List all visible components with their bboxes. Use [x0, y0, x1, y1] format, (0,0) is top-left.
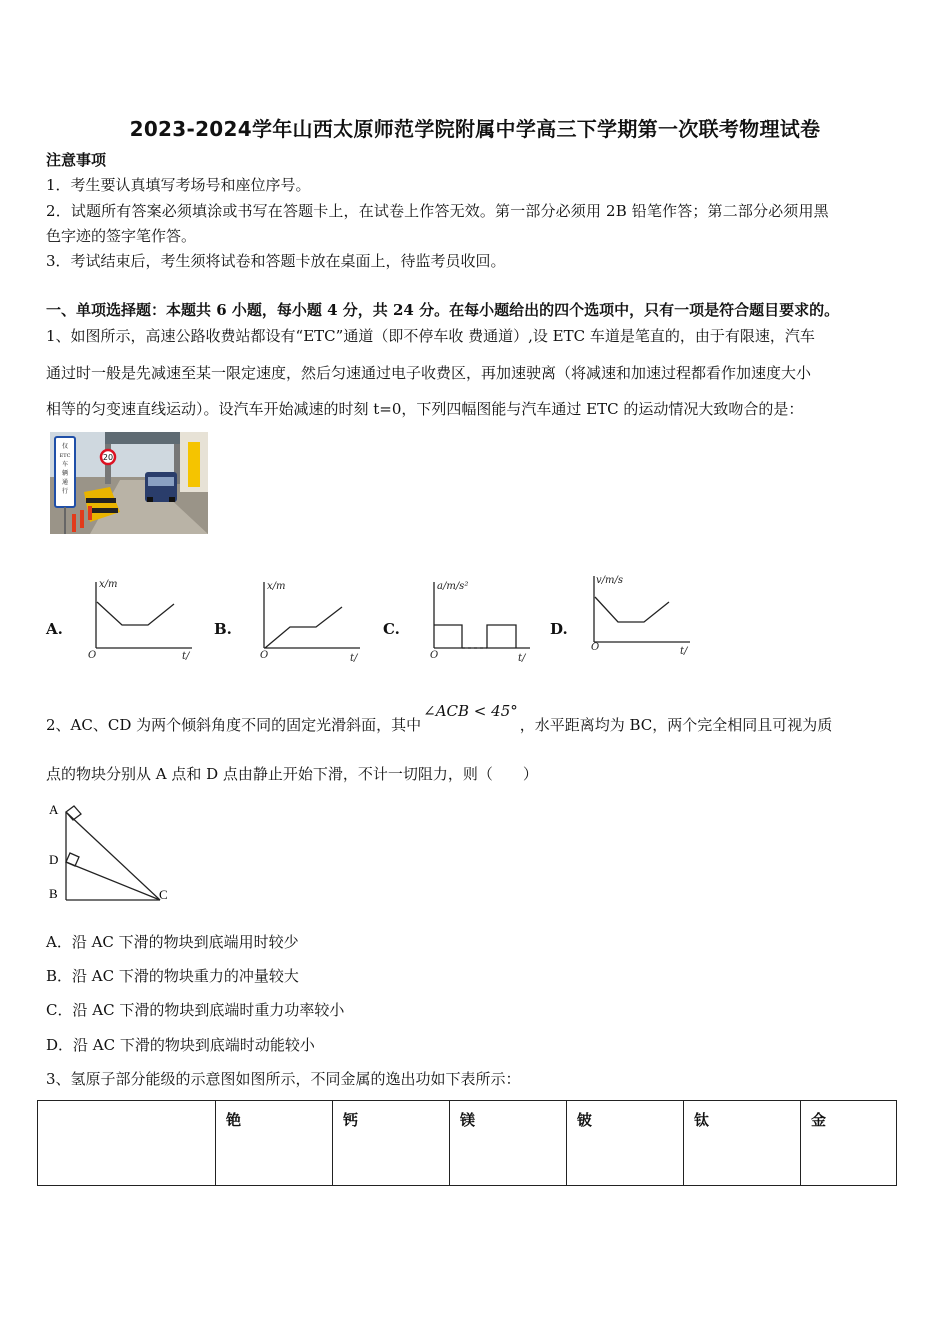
origin-label: O — [591, 642, 600, 653]
q1-option-c-graph — [424, 578, 536, 662]
block-on-ac — [66, 806, 81, 820]
point-d-label: D — [49, 852, 59, 867]
incline-ac — [66, 812, 160, 900]
q2-option-a: A．沿 AC 下滑的物块到底端用时较少 — [46, 933, 299, 951]
angle-expression: ∠ACB < 45° — [423, 702, 518, 720]
origin-label: O — [88, 650, 97, 661]
sign-char-5: 通 — [61, 479, 69, 486]
table-row — [38, 1101, 897, 1186]
point-a-label: A — [49, 802, 59, 817]
q1-stem-line-3: 相等的匀变速直线运动）。设汽车开始减速的时刻 t=0，下列四幅图能与汽车通过 ETC 的运动情况大致吻合的是： — [46, 400, 804, 418]
graph-curve-2 — [487, 625, 516, 648]
q2-option-c: C．沿 AC 下滑的物块到底端时重力功率较小 — [46, 1001, 345, 1019]
incline-diagram — [44, 800, 174, 904]
y-axis-label: v/m/s — [596, 575, 624, 586]
work-function-table — [37, 1100, 897, 1186]
y-axis-label: x/m — [99, 579, 118, 590]
q2-option-d: D．沿 AC 下滑的物块到底端时动能较小 — [46, 1036, 315, 1054]
graph-curve — [265, 607, 342, 648]
q2-stem-pre: 2、AC、CD 为两个倾斜角度不同的固定光滑斜面，其中 — [46, 716, 422, 734]
sign-char-3: 车 — [61, 461, 69, 468]
notice-item-2: 2．试题所有答案必须填涂或书写在答题卡上，在试卷上作答无效。第一部分必须用 2B 铅笔作答；第二部分必须用黑 — [46, 202, 829, 220]
sign-char-1: 仅 — [61, 443, 69, 450]
q3-stem: 3、氢原子部分能级的示意图如图所示，不同金属的逸出功如下表所示： — [46, 1070, 521, 1088]
notice-item-1: 1．考生要认真填写考场号和座位序号。 — [46, 176, 311, 194]
etc-photo — [50, 432, 208, 534]
sign-char-6: 行 — [61, 488, 69, 495]
x-axis-label: t/ — [182, 651, 190, 662]
q1-option-b-label: B. — [214, 620, 232, 638]
point-c-label: C — [159, 887, 168, 902]
graph-curve-1 — [434, 625, 462, 648]
table-header-gold: 金 — [801, 1101, 897, 1186]
table-header-cesium: 铯 — [216, 1101, 333, 1186]
y-axis-label: a/m/s² — [437, 581, 469, 592]
table-header-titanium: 钛 — [684, 1101, 801, 1186]
x-axis-label: t/ — [680, 646, 688, 656]
graph-curve — [97, 602, 174, 625]
q1-option-d-graph — [584, 572, 696, 656]
sign-char-4: 辆 — [61, 470, 69, 477]
origin-label: O — [430, 650, 439, 661]
q2-stem-line-2: 点的物块分别从 A 点和 D 点由静止开始下滑，不计一切阻力，则（ ） — [46, 765, 538, 783]
speed-limit-sign: 20 — [102, 453, 114, 462]
q1-option-b-graph — [254, 578, 366, 662]
q1-option-a-graph — [86, 578, 198, 662]
point-b-label: B — [49, 886, 58, 901]
table-header-calcium: 钙 — [333, 1101, 450, 1186]
y-axis-label: x/m — [267, 581, 286, 592]
table-header-beryllium: 铍 — [567, 1101, 684, 1186]
notice-heading: 注意事项 — [46, 151, 107, 169]
origin-label: O — [260, 650, 269, 661]
q2-stem-line-1 — [46, 702, 833, 735]
x-axis-label: t/ — [518, 653, 526, 662]
table-header-blank — [38, 1101, 216, 1186]
q1-stem-line-2: 通过时一般是先减速至某一限定速度，然后匀速通过电子收费区，再加速驶离（将减速和加速过程都看作加速度大小 — [46, 364, 812, 382]
notice-item-2-cont: 色字迹的签字笔作答。 — [46, 227, 197, 245]
q1-option-c-label: C. — [383, 620, 400, 638]
sign-char-2: ETC — [59, 453, 71, 459]
graph-curve — [595, 597, 669, 622]
section-heading: 一、单项选择题：本题共 6 小题，每小题 4 分，共 24 分。在每小题给出的四个选项中，只有一项是符合题目要求的。 — [46, 301, 840, 319]
q1-stem-line-1: 1、如图所示，高速公路收费站都设有“ETC”通道（即不停车收 费通道）,设 ETC 车道是笔直的，由于有限速，汽车 — [46, 327, 815, 345]
q1-option-d-label: D. — [550, 620, 568, 638]
q2-option-b: B．沿 AC 下滑的物块重力的冲量较大 — [46, 967, 299, 985]
q2-stem-post: ，水平距离均为 BC，两个完全相同且可视为质 — [519, 716, 833, 734]
x-axis-label: t/ — [350, 653, 358, 662]
q1-option-a-label: A. — [46, 620, 63, 638]
table-header-magnesium: 镁 — [450, 1101, 567, 1186]
incline-dc — [66, 862, 160, 900]
notice-item-3: 3．考试结束后，考生须将试卷和答题卡放在桌面上，待监考员收回。 — [46, 252, 506, 270]
page-title: 2023-2024学年山西太原师范学院附属中学高三下学期第一次联考物理试卷 — [129, 117, 821, 141]
